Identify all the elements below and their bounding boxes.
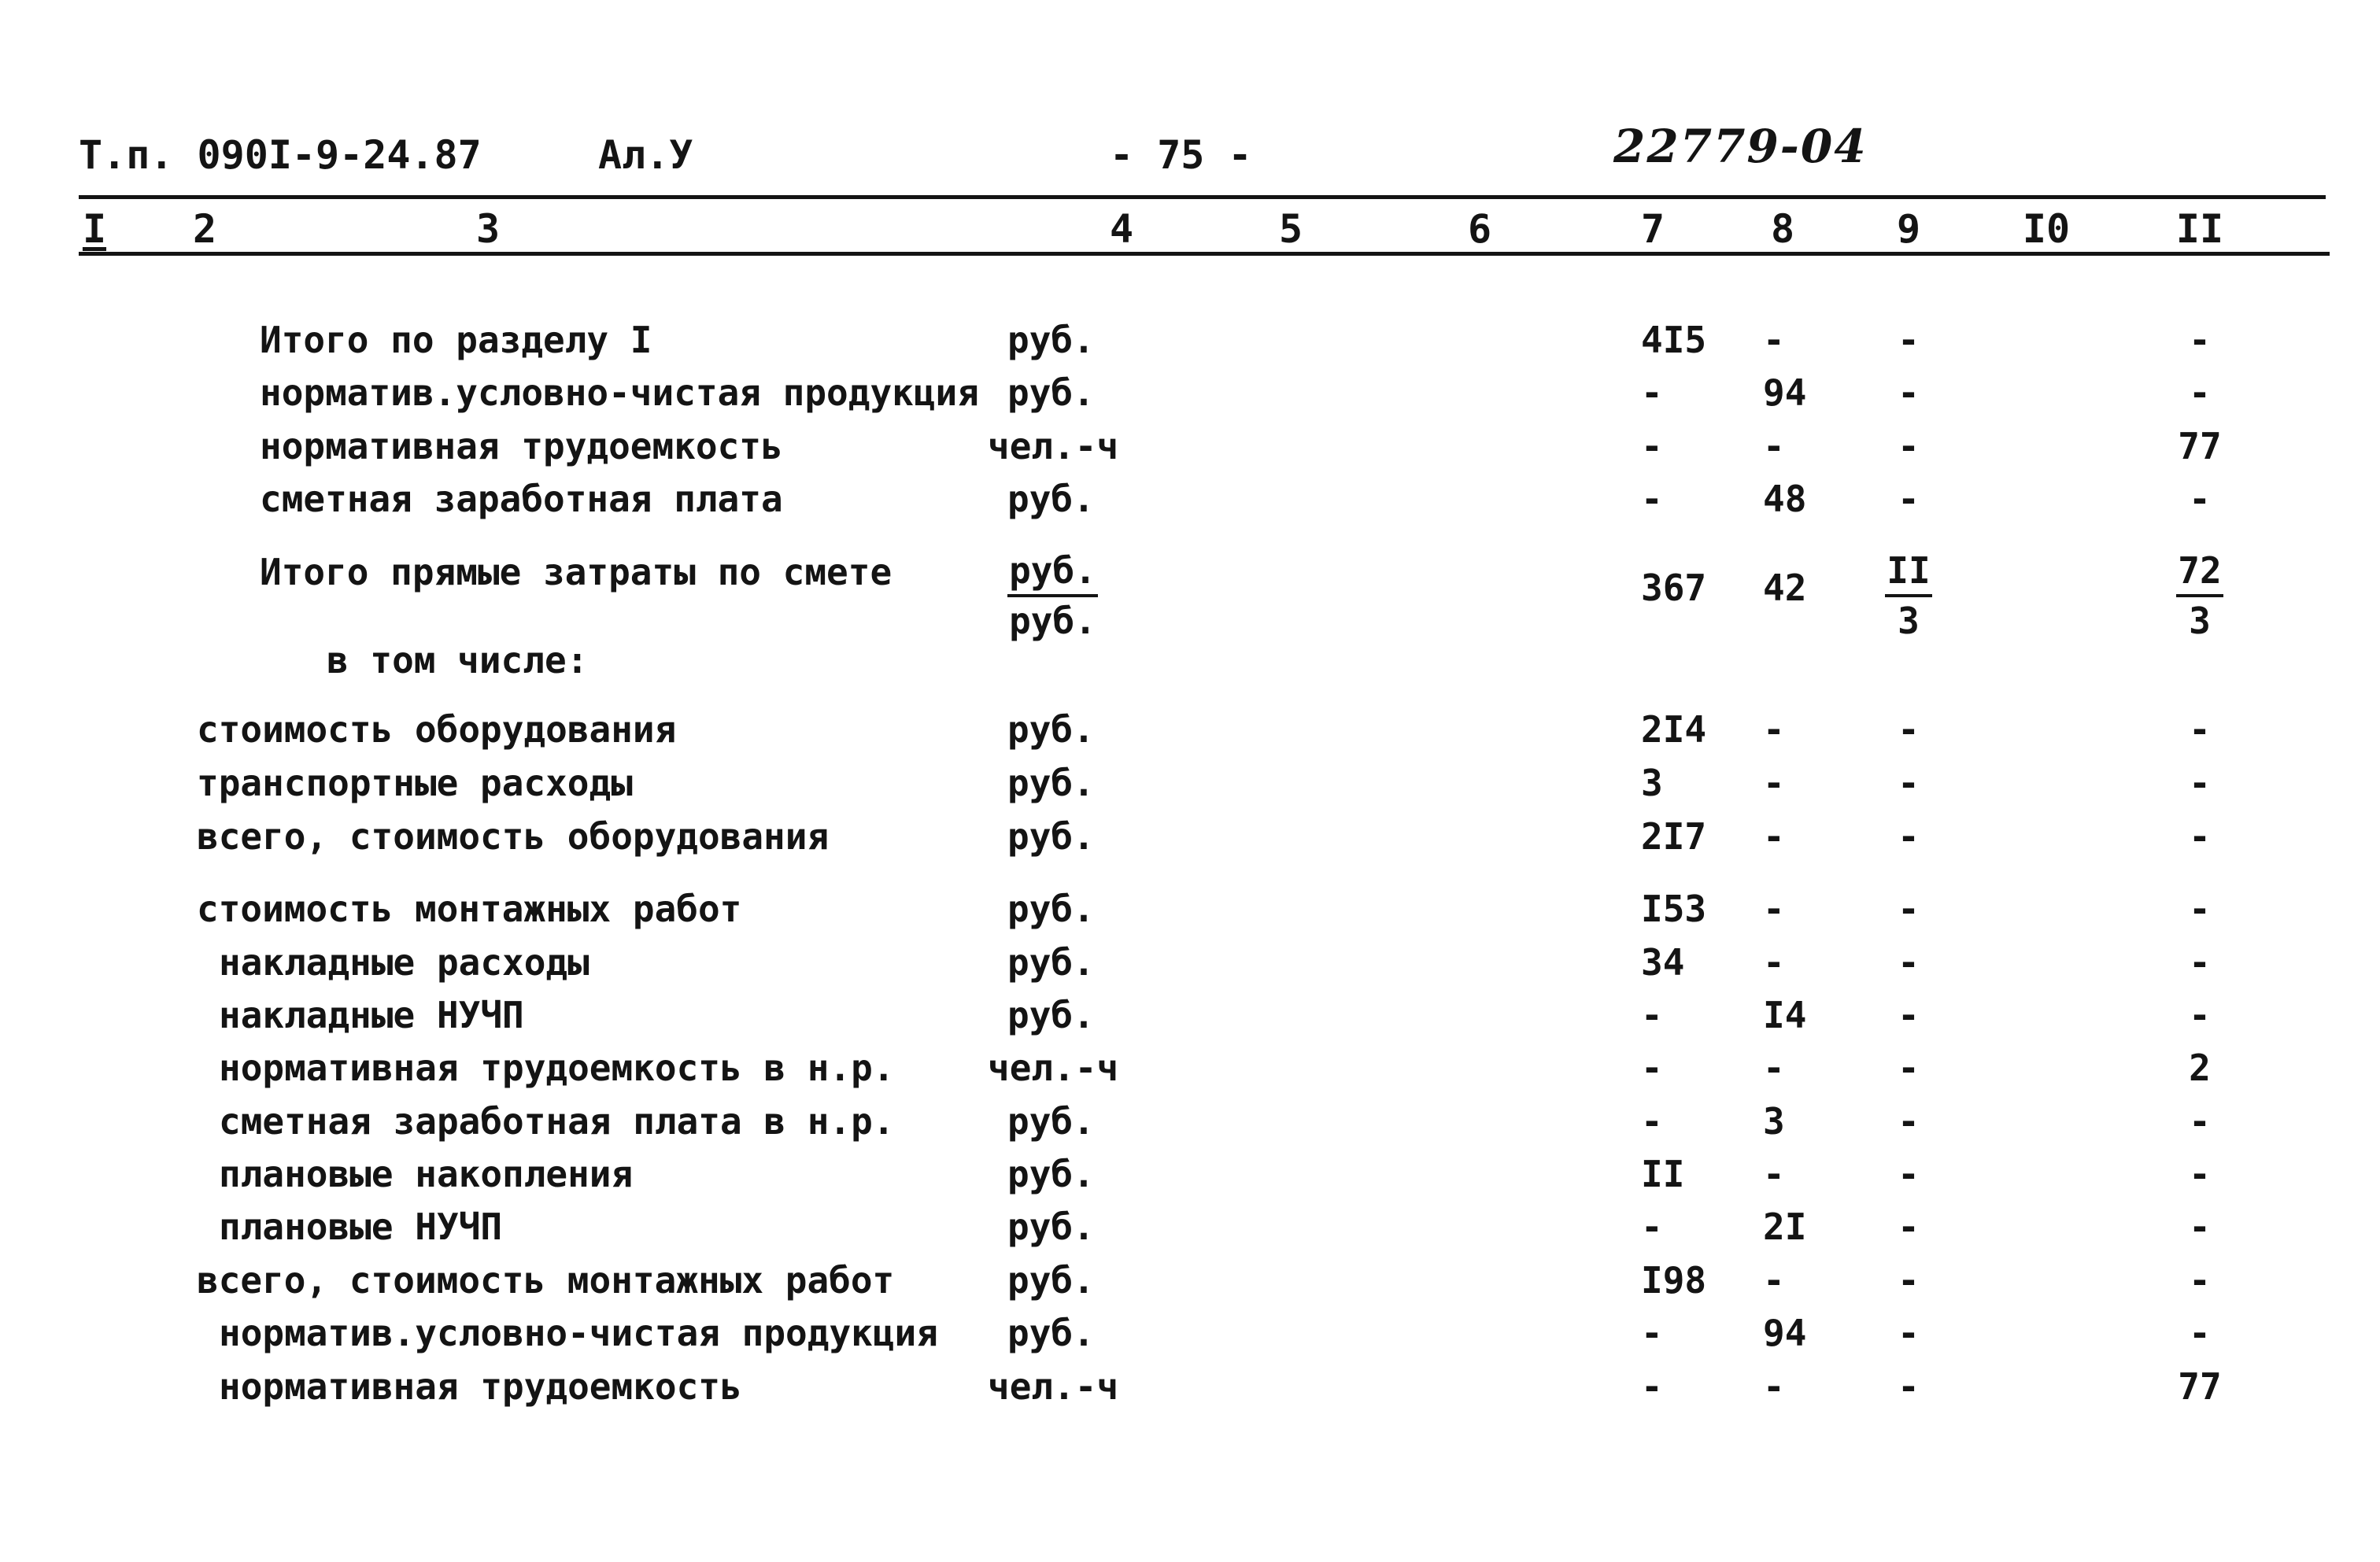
row-col7: 4I5 (1641, 319, 1707, 361)
fraction-denominator: руб. (1009, 600, 1096, 642)
row-unit: руб. (1007, 888, 1095, 930)
row-col7: - (1641, 1047, 1663, 1089)
table-row (0, 1100, 2380, 1147)
row-col9: - (1898, 1153, 1920, 1195)
row-col9: - (1898, 1206, 1920, 1248)
row-unit: руб. (1007, 1153, 1095, 1195)
row-col9: - (1898, 1312, 1920, 1354)
table-row (0, 478, 2380, 525)
table-row (0, 371, 2380, 419)
row-col8: - (1763, 319, 1785, 361)
row-col11: 2 (2189, 1047, 2211, 1089)
row-col11: - (2189, 1312, 2211, 1354)
row-label: накладные расходы (219, 941, 589, 984)
table-row (0, 708, 2380, 755)
fraction-numerator: 72 (2176, 547, 2223, 597)
row-col8: 3 (1763, 1100, 1785, 1143)
row-col7: - (1641, 425, 1663, 467)
row-label: транспортные расходы (197, 762, 633, 804)
row-col9: - (1898, 478, 1920, 520)
table-row (0, 762, 2380, 809)
column-number-6: 6 (1467, 206, 1492, 252)
row-col7: I98 (1641, 1259, 1707, 1302)
row-col8: - (1763, 815, 1785, 858)
row-col11: 77 (2178, 425, 2222, 467)
row-label: плановые НУЧП (219, 1206, 503, 1248)
project-reference: Т.п. 090I-9-24.87 (79, 132, 482, 178)
row-col8: 42 (1763, 567, 1807, 609)
row-unit: руб. (1007, 478, 1095, 520)
row-col9: - (1898, 319, 1920, 361)
row-unit: руб. (1007, 319, 1095, 361)
column-number-1: I (82, 206, 107, 252)
row-col7: 2I7 (1641, 815, 1707, 858)
row-col8: 94 (1763, 1312, 1807, 1354)
row-label: сметная заработная плата в н.р. (219, 1100, 895, 1143)
column-number-8: 8 (1770, 206, 1795, 252)
row-col9: - (1898, 425, 1920, 467)
row-col11: 77 (2178, 1365, 2222, 1408)
row-unit: чел.-ч (988, 1047, 1119, 1089)
table-row (0, 425, 2380, 472)
header-rule (79, 195, 2326, 199)
row-col7: - (1641, 478, 1663, 520)
row-col9: - (1898, 1100, 1920, 1143)
row-col7: 367 (1641, 567, 1707, 609)
row-unit: руб. (1007, 1100, 1095, 1143)
row-col8: - (1763, 1259, 1785, 1302)
row-col8: I4 (1763, 994, 1807, 1036)
row-col8: 48 (1763, 478, 1807, 520)
row-col11: - (2189, 371, 2211, 414)
row-unit: руб. (1007, 815, 1095, 858)
fraction-numerator: руб. (1007, 547, 1098, 597)
row-col7: 34 (1641, 941, 1685, 984)
row-col11: - (2189, 319, 2211, 361)
table-row (0, 551, 2380, 609)
row-col11: - (2189, 1153, 2211, 1195)
row-col11: - (2189, 1100, 2211, 1143)
column-number-3: 3 (475, 206, 501, 252)
row-col11: - (2189, 994, 2211, 1036)
table-row (0, 941, 2380, 988)
row-col9: - (1898, 762, 1920, 804)
table-row (0, 319, 2380, 366)
row-col11: - (2189, 708, 2211, 751)
row-col7: 3 (1641, 762, 1663, 804)
row-label: нормативная трудоемкость (219, 1365, 742, 1408)
column-number-2: 2 (192, 206, 217, 252)
row-col11-fraction (2176, 547, 2223, 644)
row-col9: - (1898, 1047, 1920, 1089)
row-unit: руб. (1007, 1312, 1095, 1354)
row-col9: - (1898, 371, 1920, 414)
row-col9: - (1898, 888, 1920, 930)
row-unit: руб. (1007, 762, 1095, 804)
row-col7: II (1641, 1153, 1685, 1195)
column-number-5: 5 (1278, 206, 1303, 252)
table-row (0, 1365, 2380, 1412)
table-row (0, 1259, 2380, 1306)
row-col11: - (2189, 941, 2211, 984)
row-col8: - (1763, 1047, 1785, 1089)
column-number-7: 7 (1640, 206, 1665, 252)
row-label: стоимость оборудования (197, 708, 677, 751)
row-unit: руб. (1007, 1259, 1095, 1302)
fraction-denominator: 3 (1898, 600, 1920, 642)
row-label: норматив.условно-чистая продукция (219, 1312, 938, 1354)
row-label: норматив.условно-чистая продукция (260, 371, 979, 414)
row-col9-fraction (1885, 547, 1932, 644)
row-col8: - (1763, 762, 1785, 804)
column-number-11: II (2175, 206, 2224, 252)
row-col7: 2I4 (1641, 708, 1707, 751)
row-col9: - (1898, 708, 1920, 751)
album-label: Ал.У (598, 132, 693, 178)
row-col11: - (2189, 1259, 2211, 1302)
row-col7: - (1641, 1100, 1663, 1143)
row-col7: I53 (1641, 888, 1707, 930)
fraction-numerator: II (1885, 547, 1932, 597)
row-col9: - (1898, 994, 1920, 1036)
row-label: всего, стоимость монтажных работ (197, 1259, 895, 1302)
fraction-denominator: 3 (2189, 600, 2211, 642)
table-row (0, 888, 2380, 935)
row-col8: - (1763, 1153, 1785, 1195)
row-unit: чел.-ч (988, 425, 1119, 467)
sheet-number: 22779-04 (1613, 120, 1868, 173)
row-col8: - (1763, 708, 1785, 751)
row-label: накладные НУЧП (219, 994, 524, 1036)
row-col11: - (2189, 1206, 2211, 1248)
row-col7: - (1641, 994, 1663, 1036)
column-number-10: I0 (2022, 206, 2071, 252)
column-number-9: 9 (1896, 206, 1921, 252)
row-col8: 94 (1763, 371, 1807, 414)
row-label: плановые накопления (219, 1153, 634, 1195)
row-col11: - (2189, 815, 2211, 858)
row-unit: руб. (1007, 371, 1095, 414)
row-col11: - (2189, 888, 2211, 930)
row-label: стоимость монтажных работ (197, 888, 742, 930)
row-col7: - (1641, 1206, 1663, 1248)
row-col7: - (1641, 1312, 1663, 1354)
table-row (0, 994, 2380, 1041)
row-col7: - (1641, 1365, 1663, 1408)
row-col9: - (1898, 941, 1920, 984)
row-col9: - (1898, 1259, 1920, 1302)
row-label: всего, стоимость оборудования (197, 815, 830, 858)
row-col8: - (1763, 1365, 1785, 1408)
column-header-rule (79, 252, 2330, 256)
row-label: Итого прямые затраты по смете (260, 551, 893, 593)
table-row (0, 1206, 2380, 1253)
row-label: в том числе: (327, 639, 589, 681)
row-col11: - (2189, 762, 2211, 804)
row-unit: руб. (1007, 1206, 1095, 1248)
row-unit-fraction (1007, 547, 1098, 644)
column-number-4: 4 (1109, 206, 1134, 252)
page-number: - 75 - (1110, 132, 1252, 178)
table-row (0, 1047, 2380, 1094)
row-col9: - (1898, 1365, 1920, 1408)
row-label: Итого по разделу I (260, 319, 652, 361)
row-label: нормативная трудоемкость в н.р. (219, 1047, 895, 1089)
row-col9: - (1898, 815, 1920, 858)
row-col8: - (1763, 425, 1785, 467)
row-unit: руб. (1007, 708, 1095, 751)
row-unit: руб. (1007, 994, 1095, 1036)
table-row (0, 639, 2380, 686)
row-unit: чел.-ч (988, 1365, 1119, 1408)
table-row (0, 815, 2380, 862)
row-unit: руб. (1007, 941, 1095, 984)
row-label: сметная заработная плата (260, 478, 783, 520)
table-row (0, 1312, 2380, 1359)
row-col11: - (2189, 478, 2211, 520)
table-row (0, 1153, 2380, 1200)
row-col8: - (1763, 888, 1785, 930)
row-col8: 2I (1763, 1206, 1807, 1248)
row-col7: - (1641, 371, 1663, 414)
row-label: нормативная трудоемкость (260, 425, 783, 467)
row-col8: - (1763, 941, 1785, 984)
